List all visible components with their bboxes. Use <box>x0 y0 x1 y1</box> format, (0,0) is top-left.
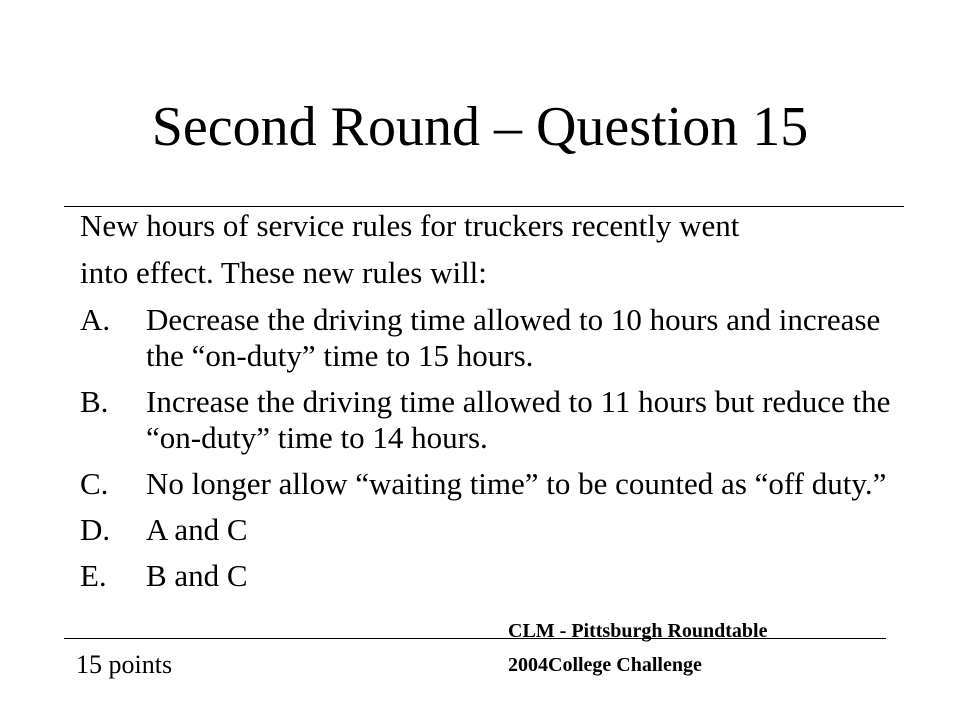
question-intro-line-1: New hours of service rules for truckers recently went <box>80 208 740 243</box>
points-label: 15 points <box>76 650 173 679</box>
answer-option-c <box>80 466 920 502</box>
option-text: Increase the driving time allowed to 11 hours but reduce the “on-duty” time to 14 hours. <box>146 384 891 455</box>
question-intro-line-2: into effect. These new rules will: <box>80 255 487 290</box>
answer-option-e <box>80 558 920 594</box>
footer-credit <box>508 614 767 682</box>
footer-org: CLM - Pittsburgh Roundtable <box>508 620 768 642</box>
question-body <box>80 208 920 604</box>
option-text: No longer allow “waiting time” to be counted as “off duty.” <box>146 466 887 501</box>
option-text: Decrease the driving time allowed to 10 hours and increase the “on-duty” time to 15 hours. <box>146 302 881 373</box>
answer-option-d <box>80 512 920 548</box>
option-letter: B. <box>80 384 109 419</box>
option-letter: A. <box>80 302 111 337</box>
answer-option-b <box>80 384 920 456</box>
option-letter: D. <box>80 512 111 547</box>
option-text: A and C <box>146 512 248 547</box>
option-text: B and C <box>146 558 248 593</box>
option-letter: C. <box>80 466 109 501</box>
answer-option-a <box>80 302 920 374</box>
title-divider <box>64 206 904 207</box>
footer-event: 2004College Challenge <box>508 654 702 676</box>
slide-title: Second Round – Question 15 <box>151 96 809 158</box>
option-letter: E. <box>80 558 107 593</box>
